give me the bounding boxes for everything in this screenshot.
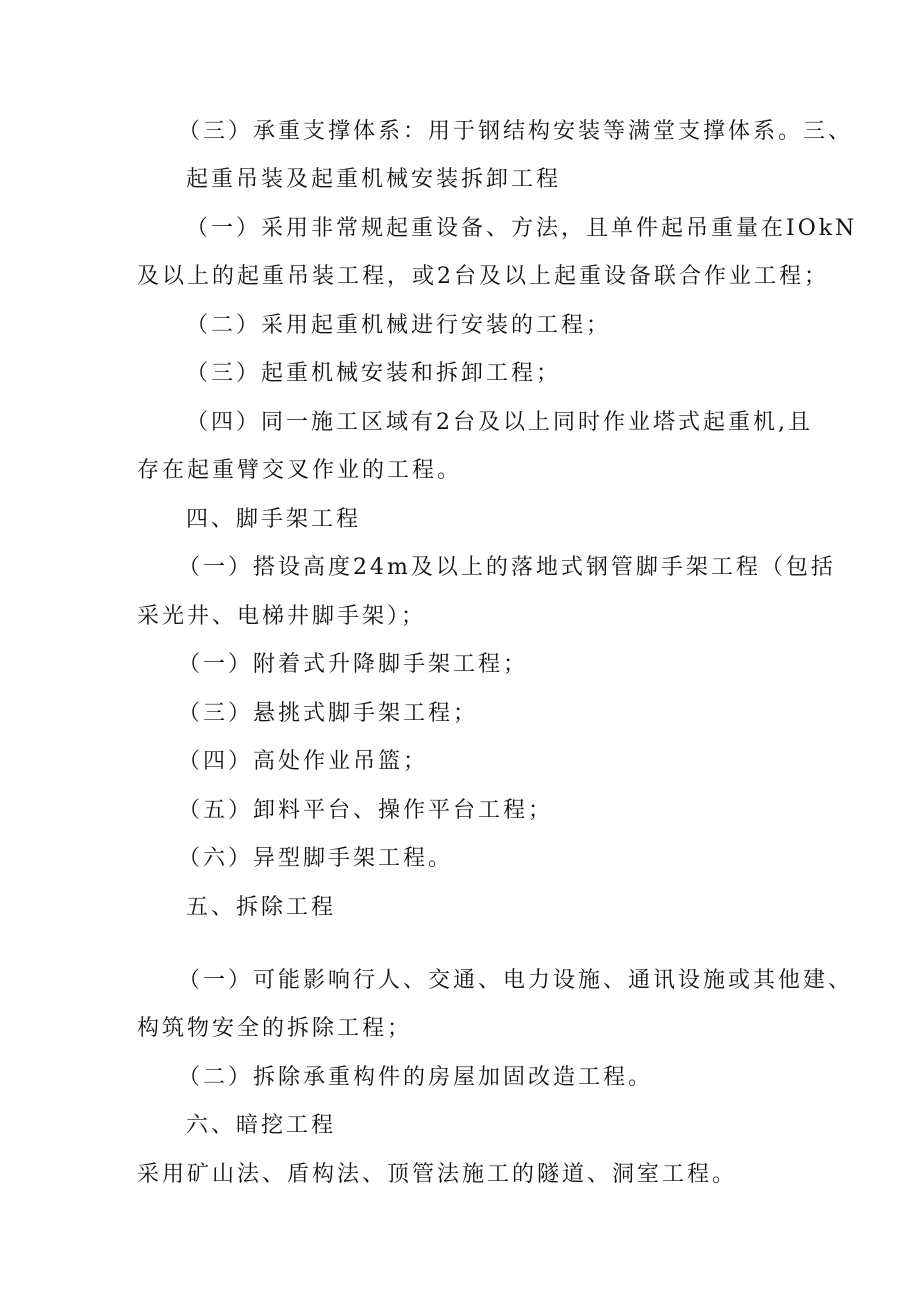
paragraph-lifting-item-1-cont: 及以上的起重吊装工程，或2台及以上起重设备联合作业工程； bbox=[137, 264, 829, 289]
paragraph-lifting-item-2: （二）采用起重机械进行安装的工程； bbox=[186, 313, 612, 338]
section-heading-tunneling: 六、暗挖工程 bbox=[186, 1113, 337, 1138]
paragraph-lifting-item-3: （三）起重机械安装和拆卸工程； bbox=[186, 361, 562, 386]
paragraph-scaffolding-item-1-cont: 采光井、电梯井脚手架）； bbox=[137, 604, 427, 629]
paragraph-lifting-item-1: （一）采用非常规起重设备、方法，且单件起吊重量在IOkN bbox=[186, 216, 858, 241]
section-heading-scaffolding: 四、脚手架工程 bbox=[186, 507, 362, 532]
paragraph-scaffolding-item-4: （四）高处作业吊篮； bbox=[178, 749, 429, 774]
paragraph-tunneling: 采用矿山法、盾构法、顶管法施工的隧道、洞室工程。 bbox=[137, 1162, 738, 1187]
paragraph-demolition-item-2: （二）拆除承重构件的房屋加固改造工程。 bbox=[178, 1065, 654, 1090]
section-heading-lifting: 起重吊装及起重机械安装拆卸工程 bbox=[186, 167, 562, 192]
paragraph-scaffolding-item-6: （六）异型脚手架工程。 bbox=[178, 846, 454, 871]
paragraph-scaffolding-item-3: （三）悬挑式脚手架工程； bbox=[178, 701, 479, 726]
section-heading-demolition: 五、拆除工程 bbox=[186, 895, 337, 920]
paragraph-scaffolding-item-1: （一）搭设高度24m及以上的落地式钢管脚手架工程（包括 bbox=[178, 555, 836, 580]
paragraph-demolition-item-1: （一）可能影响行人、交通、电力设施、通讯设施或其他建、 bbox=[178, 968, 854, 993]
paragraph-lifting-item-4-cont: 存在起重臂交叉作业的工程。 bbox=[137, 458, 463, 483]
paragraph-lifting-item-4: （四）同一施工区域有2台及以上同时作业塔式起重机,且 bbox=[186, 410, 813, 435]
paragraph-scaffolding-item-5: （五）卸料平台、操作平台工程； bbox=[178, 798, 554, 823]
paragraph-scaffolding-item-2: （一）附着式升降脚手架工程； bbox=[178, 652, 529, 677]
paragraph-demolition-item-1-cont: 构筑物安全的拆除工程； bbox=[137, 1016, 413, 1041]
paragraph-load-bearing-support: （三）承重支撑体系：用于钢结构安装等满堂支撑体系。三、 bbox=[178, 119, 854, 144]
